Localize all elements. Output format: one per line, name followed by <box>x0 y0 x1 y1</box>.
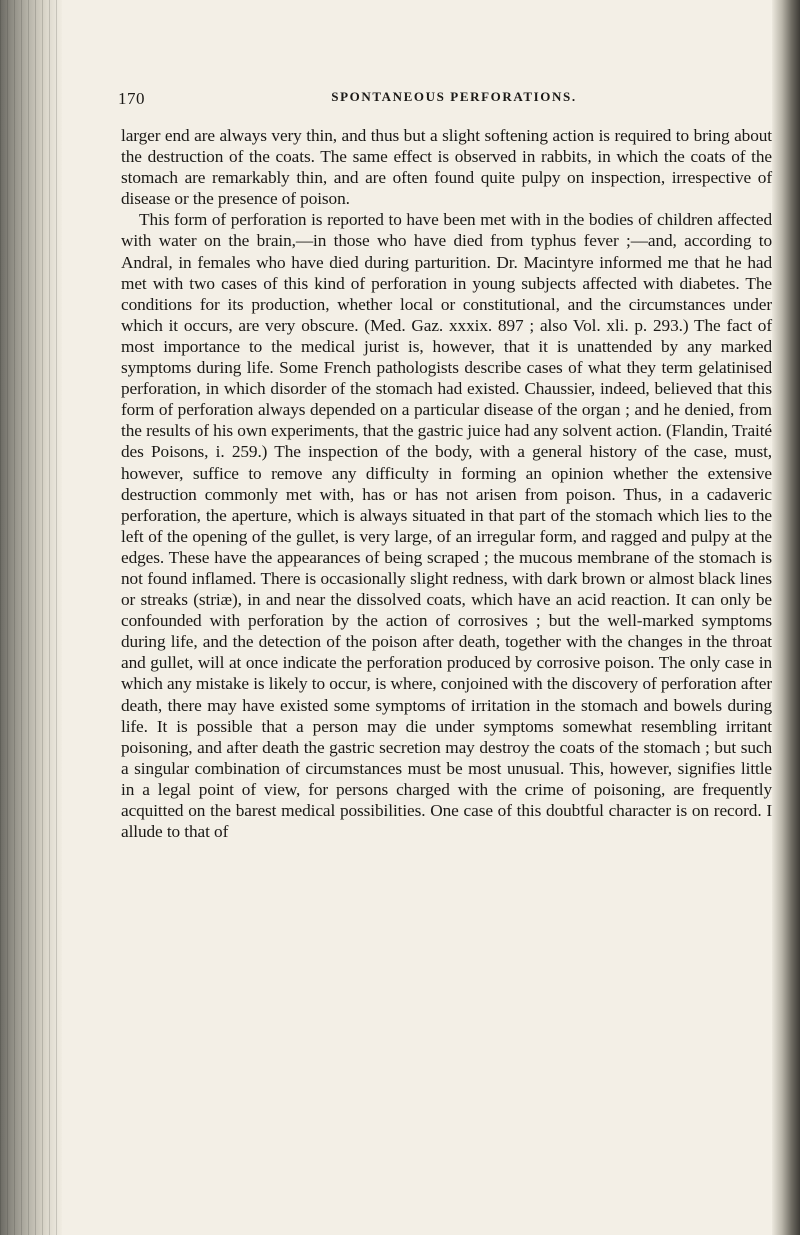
page-binding-shadow <box>0 0 62 1235</box>
page-number: 170 <box>118 89 145 108</box>
paragraph-perforation-cases: This form of perforation is reported to have been met with in the bodies of children affected with water on the brain,—in those who have died from typhus fever ;—and, according to Andral, in females who have died during parturition. Dr. Macintyre informed me that he had met with two cases of this kind of perforation in young subjects affected with diabetes. The conditions for its production, whether local or constitutional, and the circumstances under which it occurs, are very obscure. (Med. Gaz. xxxix. 897 ; also Vol. xli. p. 293.) The fact of most importance to the medical jurist is, however, that it is unattended by any marked symptoms during life. Some French pathologists describe cases of what they term gelatinised perforation, in which disorder of the stomach had existed. Chaussier, indeed, believed that this form of perforation always depended on a particular disease of the organ ; and he denied, from the results of his own experiments, that the gastric juice had any solvent action. (Flandin, Traité des Poisons, i. 259.) The inspection of the body, with a general history of the case, must, however, suffice to remove any difficulty in forming an opinion whether the extensive destruction commonly met with, has or has not arisen from poison. Thus, in a cadaveric perforation, the aperture, which is always situated in that part of the stomach which lies to the left of the opening of the gullet, is very large, of an irregular form, and ragged and pulpy at the edges. These have the appearances of being scraped ; the mucous membrane of the stomach is not found inflamed. There is occasionally slight redness, with dark brown or almost black lines or streaks (striæ), in and near the dissolved coats, which have an acid reaction. It can only be confounded with perforation by the action of corrosives ; but the well-marked symptoms during life, and the detection of the poison after death, together with the changes in the throat and gullet, will at once indicate the perforation produced by corrosive poison. The only case in which any mistake is likely to occur, is where, conjoined with the discovery of perforation after death, there may have existed some symptoms of irritation in the stomach and bowels during life. It is possible that a person may die under symptoms somewhat resembling irritant poisoning, and after death the gastric secretion may destroy the coats of the stomach ; but such a singular combination of circumstances must be most unusual. This, however, signifies little in a legal point of view, for persons charged with the crime of poisoning, are frequently acquitted on the barest medical possibilities. One case of this doubtful character is on record. I allude to that of <box>121 210 772 842</box>
running-head: SPONTANEOUS PERFORATIONS. <box>331 89 577 104</box>
page-edge-shadow <box>772 0 800 1235</box>
paragraph-continuation: larger end are always very thin, and thus but a slight softening action is required to bring about the destruction of the coats. The same effect is observed in rabbits, in which the coats of the stomach are remarkably thin, and are often found quite pulpy on inspection, irrespective of disease or the presence of poison. <box>121 126 772 209</box>
page-header <box>118 89 770 113</box>
body-text <box>121 125 772 842</box>
